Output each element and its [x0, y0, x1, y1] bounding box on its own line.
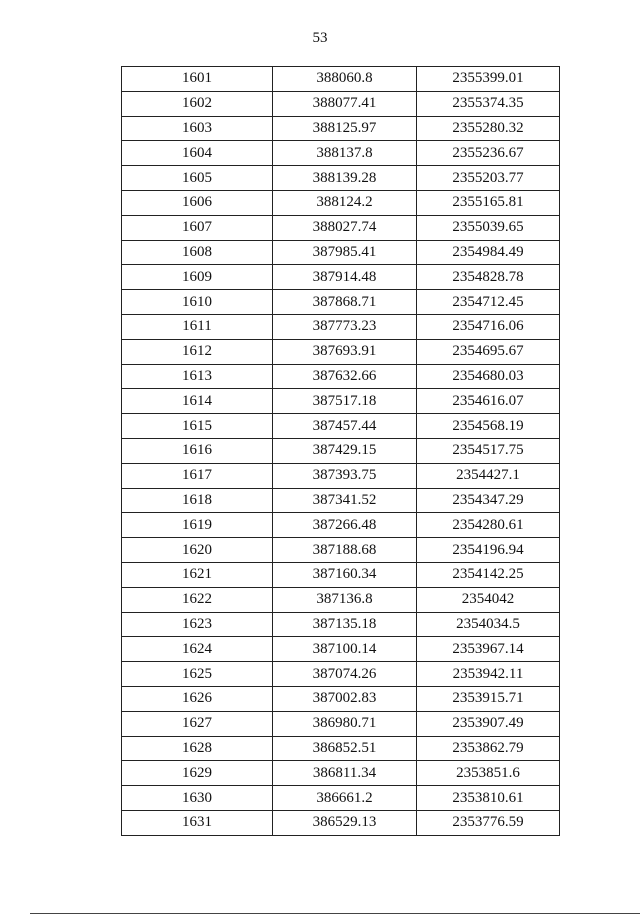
y-coordinate-cell: 2354427.1	[417, 463, 560, 488]
table-row	[122, 513, 560, 538]
table-row	[122, 562, 560, 587]
table-row	[122, 67, 560, 92]
table-row	[122, 761, 560, 786]
x-coordinate-cell: 386852.51	[273, 736, 417, 761]
table-row	[122, 612, 560, 637]
scan-edge-line	[30, 913, 640, 914]
y-coordinate-cell: 2354695.67	[417, 339, 560, 364]
y-coordinate-cell: 2353862.79	[417, 736, 560, 761]
y-coordinate-cell: 2353942.11	[417, 662, 560, 687]
x-coordinate-cell: 387393.75	[273, 463, 417, 488]
x-coordinate-cell: 388027.74	[273, 215, 417, 240]
y-coordinate-cell: 2355203.77	[417, 166, 560, 191]
x-coordinate-cell: 388125.97	[273, 116, 417, 141]
point-number-cell: 1607	[122, 215, 273, 240]
x-coordinate-cell: 387693.91	[273, 339, 417, 364]
x-coordinate-cell: 388137.8	[273, 141, 417, 166]
table-row	[122, 736, 560, 761]
table-row	[122, 116, 560, 141]
x-coordinate-cell: 387429.15	[273, 438, 417, 463]
y-coordinate-cell: 2354347.29	[417, 488, 560, 513]
y-coordinate-cell: 2354517.75	[417, 438, 560, 463]
y-coordinate-cell: 2354034.5	[417, 612, 560, 637]
point-number-cell: 1626	[122, 686, 273, 711]
x-coordinate-cell: 388124.2	[273, 190, 417, 215]
table-row	[122, 810, 560, 835]
point-number-cell: 1604	[122, 141, 273, 166]
coordinates-table	[121, 66, 560, 836]
y-coordinate-cell: 2353851.6	[417, 761, 560, 786]
x-coordinate-cell: 387002.83	[273, 686, 417, 711]
table-row	[122, 141, 560, 166]
point-number-cell: 1608	[122, 240, 273, 265]
x-coordinate-cell: 387100.14	[273, 637, 417, 662]
table-row	[122, 637, 560, 662]
point-number-cell: 1603	[122, 116, 273, 141]
point-number-cell: 1620	[122, 538, 273, 563]
point-number-cell: 1605	[122, 166, 273, 191]
table-row	[122, 711, 560, 736]
y-coordinate-cell: 2353810.61	[417, 786, 560, 811]
y-coordinate-cell: 2354042	[417, 587, 560, 612]
table-row	[122, 587, 560, 612]
table-row	[122, 166, 560, 191]
page-number: 53	[312, 30, 328, 46]
point-number-cell: 1623	[122, 612, 273, 637]
y-coordinate-cell: 2355039.65	[417, 215, 560, 240]
x-coordinate-cell: 387985.41	[273, 240, 417, 265]
table-row	[122, 190, 560, 215]
table-row	[122, 389, 560, 414]
point-number-cell: 1630	[122, 786, 273, 811]
point-number-cell: 1606	[122, 190, 273, 215]
y-coordinate-cell: 2354716.06	[417, 314, 560, 339]
y-coordinate-cell: 2355374.35	[417, 91, 560, 116]
coordinates-table-body	[122, 67, 560, 836]
point-number-cell: 1618	[122, 488, 273, 513]
x-coordinate-cell: 387457.44	[273, 414, 417, 439]
y-coordinate-cell: 2353776.59	[417, 810, 560, 835]
point-number-cell: 1627	[122, 711, 273, 736]
y-coordinate-cell: 2353967.14	[417, 637, 560, 662]
point-number-cell: 1631	[122, 810, 273, 835]
table-row	[122, 662, 560, 687]
x-coordinate-cell: 387160.34	[273, 562, 417, 587]
y-coordinate-cell: 2355399.01	[417, 67, 560, 92]
point-number-cell: 1611	[122, 314, 273, 339]
point-number-cell: 1610	[122, 290, 273, 315]
y-coordinate-cell: 2354568.19	[417, 414, 560, 439]
x-coordinate-cell: 387341.52	[273, 488, 417, 513]
y-coordinate-cell: 2354280.61	[417, 513, 560, 538]
x-coordinate-cell: 386980.71	[273, 711, 417, 736]
point-number-cell: 1615	[122, 414, 273, 439]
table-row	[122, 414, 560, 439]
point-number-cell: 1602	[122, 91, 273, 116]
y-coordinate-cell: 2354712.45	[417, 290, 560, 315]
y-coordinate-cell: 2354616.07	[417, 389, 560, 414]
point-number-cell: 1613	[122, 364, 273, 389]
table-row	[122, 265, 560, 290]
table-row	[122, 538, 560, 563]
x-coordinate-cell: 388139.28	[273, 166, 417, 191]
point-number-cell: 1616	[122, 438, 273, 463]
x-coordinate-cell: 387632.66	[273, 364, 417, 389]
x-coordinate-cell: 387135.18	[273, 612, 417, 637]
y-coordinate-cell: 2355165.81	[417, 190, 560, 215]
table-row	[122, 364, 560, 389]
point-number-cell: 1617	[122, 463, 273, 488]
x-coordinate-cell: 386811.34	[273, 761, 417, 786]
x-coordinate-cell: 387074.26	[273, 662, 417, 687]
table-row	[122, 240, 560, 265]
x-coordinate-cell: 387517.18	[273, 389, 417, 414]
y-coordinate-cell: 2355236.67	[417, 141, 560, 166]
y-coordinate-cell: 2354828.78	[417, 265, 560, 290]
y-coordinate-cell: 2354196.94	[417, 538, 560, 563]
table-row	[122, 786, 560, 811]
x-coordinate-cell: 386661.2	[273, 786, 417, 811]
point-number-cell: 1612	[122, 339, 273, 364]
y-coordinate-cell: 2354984.49	[417, 240, 560, 265]
x-coordinate-cell: 386529.13	[273, 810, 417, 835]
table-row	[122, 215, 560, 240]
point-number-cell: 1625	[122, 662, 273, 687]
point-number-cell: 1621	[122, 562, 273, 587]
x-coordinate-cell: 388077.41	[273, 91, 417, 116]
point-number-cell: 1629	[122, 761, 273, 786]
table-row	[122, 438, 560, 463]
point-number-cell: 1619	[122, 513, 273, 538]
y-coordinate-cell: 2355280.32	[417, 116, 560, 141]
point-number-cell: 1609	[122, 265, 273, 290]
y-coordinate-cell: 2354142.25	[417, 562, 560, 587]
y-coordinate-cell: 2353915.71	[417, 686, 560, 711]
point-number-cell: 1628	[122, 736, 273, 761]
x-coordinate-cell: 388060.8	[273, 67, 417, 92]
table-row	[122, 290, 560, 315]
x-coordinate-cell: 387188.68	[273, 538, 417, 563]
x-coordinate-cell: 387868.71	[273, 290, 417, 315]
table-row	[122, 686, 560, 711]
point-number-cell: 1622	[122, 587, 273, 612]
table-row	[122, 314, 560, 339]
x-coordinate-cell: 387773.23	[273, 314, 417, 339]
table-row	[122, 463, 560, 488]
y-coordinate-cell: 2354680.03	[417, 364, 560, 389]
table-row	[122, 339, 560, 364]
x-coordinate-cell: 387136.8	[273, 587, 417, 612]
point-number-cell: 1624	[122, 637, 273, 662]
x-coordinate-cell: 387914.48	[273, 265, 417, 290]
point-number-cell: 1601	[122, 67, 273, 92]
point-number-cell: 1614	[122, 389, 273, 414]
y-coordinate-cell: 2353907.49	[417, 711, 560, 736]
table-row	[122, 488, 560, 513]
x-coordinate-cell: 387266.48	[273, 513, 417, 538]
table-row	[122, 91, 560, 116]
